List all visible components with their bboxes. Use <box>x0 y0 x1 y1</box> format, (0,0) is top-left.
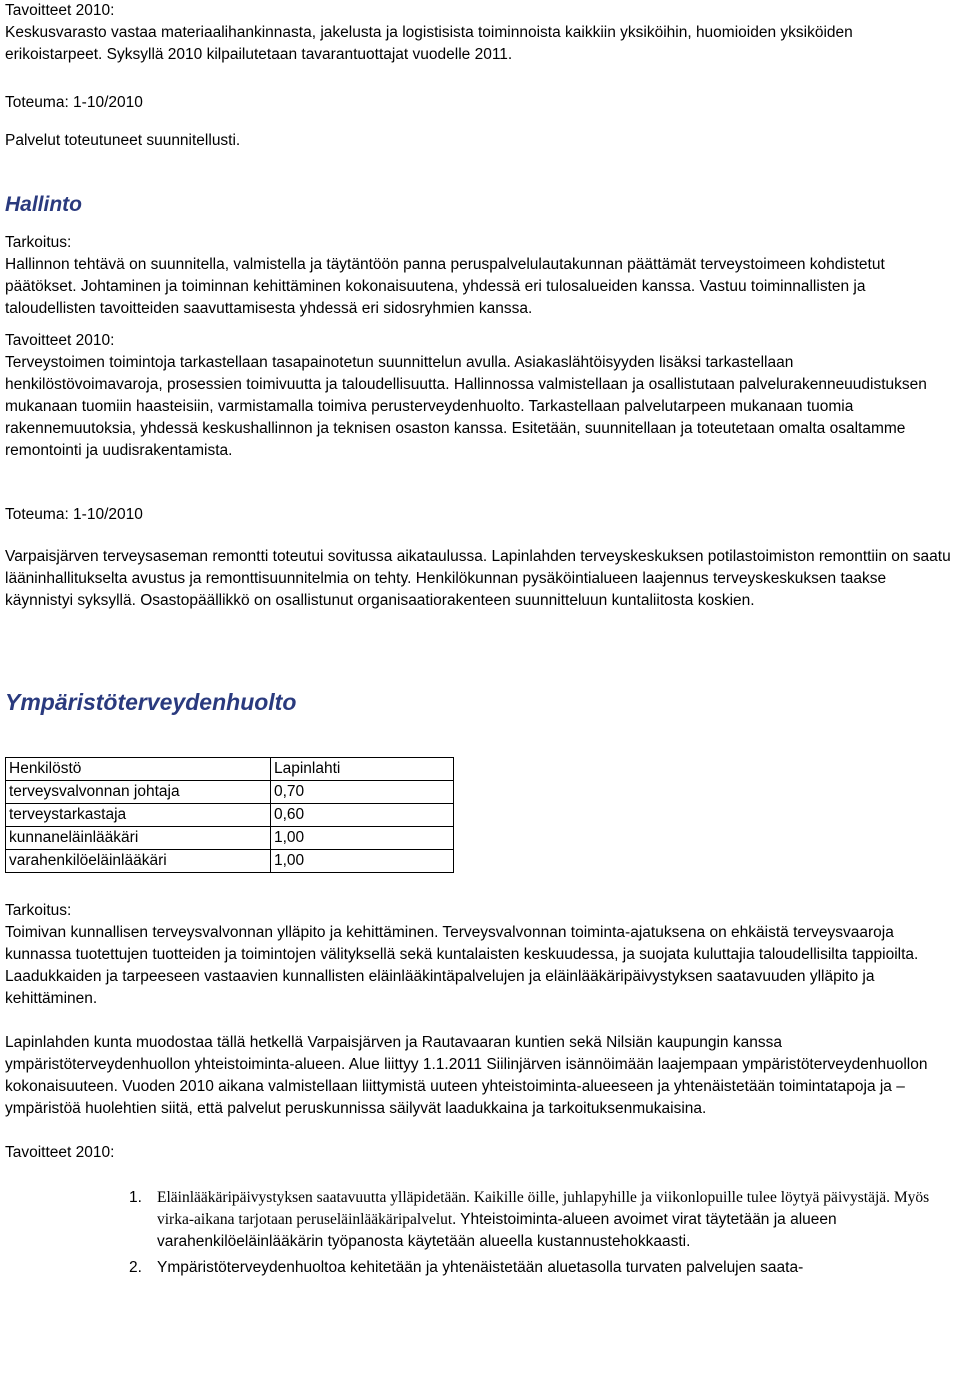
hallinto-result-text: Varpaisjärven terveysaseman remontti toteutui sovitussa aikataulussa. Lapinlahden terveyskeskuksen potilastoimiston remonttiin on saatu lääninhallitukselta avustus ja remonttisuunnitelmia on tehty. Henkilökunnan pysäköintialueen laajennus terveyskeskuksen taakse käynnistyi syksyllä. Osastopäällikkö on osallistunut organisaatiorakenteen suunnitteluun kuntaliitosta koskien. <box>5 548 951 609</box>
ymparisto-purpose-text-2: Laadukkaiden ja tarpeeseen vastaavien kunnallisten eläinlääkintäpalvelujen ja eläinlääkäripäivystyksen saatavuuden ylläpito ja kehittäminen. <box>5 968 875 1007</box>
staff-role: kunnaneläinlääkäri <box>6 827 271 850</box>
staff-role: terveysvalvonnan johtaja <box>6 781 271 804</box>
ymparisto-goals-heading: Tavoitteet 2010: <box>5 1144 115 1161</box>
hallinto-result-heading: Toteuma: 1-10/2010 <box>5 506 143 523</box>
table-row <box>6 804 454 827</box>
staff-table <box>5 757 454 873</box>
hallinto-purpose-heading: Tarkoitus: <box>5 234 72 251</box>
table-row <box>6 827 454 850</box>
ymparisto-purpose-heading: Tarkoitus: <box>5 902 72 919</box>
staff-role: varahenkilöeläinlääkäri <box>6 850 271 873</box>
staff-table-header <box>6 758 454 781</box>
list-item-number: 2. <box>129 1259 142 1276</box>
intro-goals-heading: Tavoitteet 2010: <box>5 2 115 19</box>
staff-header-role: Henkilöstö <box>6 758 271 781</box>
list-item-text-sans: Yhteistoiminta-alueen avoimet virat täytetään ja alueen varahenkilöeläinlääkärin työpanosta käytetään alueella kustannustehokkaasti. <box>157 1211 837 1250</box>
intro-result-text: Palvelut toteutuneet suunnitellusti. <box>5 132 241 149</box>
table-row <box>6 850 454 873</box>
list-item-text-serif: Eläinlääkäripäivystyksen saatavuutta ylläpidetään. Kaikille öille, juhlapyhille ja viikonlopuille tulee löytyä päivystäjä. Myös virka-aikana tarjotaan peruseläinlääkäripalvelut. <box>157 1189 930 1228</box>
intro-goals-text: Keskusvarasto vastaa materiaalihankinnasta, jakelusta ja logistisista toiminnoista kaikkiin yksiköihin, huomioiden yksiköiden erikoistarpeet. Syksyllä 2010 kilpailutetaan tavarantuottajat vuodelle 2011. <box>5 24 853 63</box>
intro-result-heading: Toteuma: 1-10/2010 <box>5 94 143 111</box>
staff-amount: 0,70 <box>271 781 454 804</box>
table-row <box>6 781 454 804</box>
list-item <box>5 1187 954 1253</box>
staff-amount: 1,00 <box>271 827 454 850</box>
hallinto-title: Hallinto <box>5 193 82 216</box>
list-item-text: Ympäristöterveydenhuoltoa kehitetään ja yhtenäistetään aluetasolla turvaten palvelujen saata- <box>157 1259 804 1276</box>
ymparisto-purpose-text-3: Lapinlahden kunta muodostaa tällä hetkellä Varpaisjärven ja Rautavaaran kuntien sekä Nilsiän kaupungin kanssa ympäristöterveydenhuollon yhteistoiminta-alueen. Alue liittyy 1.1.2011 Siilinjärven isännöimään laajempaan ympäristöterveydenhuollon kokonaisuuteen. Vuoden 2010 aikana valmistellaan liittymistä uuteen yhteistoiminta-alueeseen ja yhtenäistetään toimintatapoja ja –ympäristöä huolehtien siitä, että palvelut peruskunnissa säilyvät laadukkaina ja tarkoituksenmukaisina. <box>5 1034 928 1117</box>
hallinto-goals-text: Terveystoimen toimintoja tarkastellaan tasapainotetun suunnittelun avulla. Asiakaslähtöisyyden lisäksi tarkastellaan henkilöstövoimavaroja, prosessien toimivuutta ja taloudellisuutta. Hallinnossa valmistellaan ja osallistutaan palvelurakenneuudistuksen mukanaan tuomiin haasteisiin, varmistamalla toimiva perusterveydenhuolto. Tarkastellaan palvelutarpeen mukanaan tuomia rakennemuutoksia, yhdessä keskushallinnon ja teknisen osaston kanssa. Esitetään, suunnitellaan ja toteutetaan omalta osaltamme remontointi ja uudisrakentamista. <box>5 354 927 459</box>
staff-header-municipality: Lapinlahti <box>271 758 454 781</box>
ymparisto-title: Ympäristöterveydenhuolto <box>5 689 297 715</box>
staff-amount: 1,00 <box>271 850 454 873</box>
staff-role: terveystarkastaja <box>6 804 271 827</box>
ymparisto-purpose-text-1: Toimivan kunnallisen terveysvalvonnan ylläpito ja kehittäminen. Terveysvalvonnan toiminta-ajatuksena on ehkäistä terveysvaaroja kunnassa tuotettujen tuotteiden ja toimintojen välityksellä sekä kuntalaisten keskuudessa, ja suojata kuluttajia taloudellisilta tappioilta. <box>5 924 919 963</box>
list-item <box>5 1257 954 1279</box>
list-item-text <box>157 1187 954 1253</box>
hallinto-purpose-text: Hallinnon tehtävä on suunnitella, valmistella ja täytäntöön panna peruspalvelulautakunnan päättämät terveystoimeen kohdistetut päätökset. Johtaminen ja toiminnan kehittäminen kokonaisuutena, yhdessä eri tulosalueiden kanssa. Vastuu toiminnallisten ja taloudellisten tavoitteiden saavuttamisesta yhdessä eri sidosryhmien kanssa. <box>5 256 885 317</box>
goals-list <box>5 1187 954 1279</box>
hallinto-goals-heading: Tavoitteet 2010: <box>5 332 115 349</box>
list-item-number: 1. <box>129 1189 142 1206</box>
staff-amount: 0,60 <box>271 804 454 827</box>
